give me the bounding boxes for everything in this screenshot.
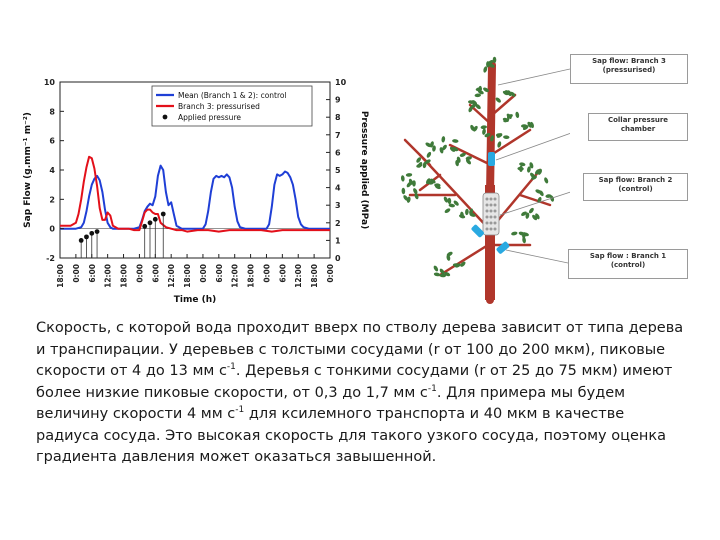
x-tick-label: 0:00 [326, 264, 335, 283]
y-tick-label: 4 [49, 166, 55, 175]
x-tick-label: 18:00 [310, 264, 320, 288]
caption-sup-1: -1 [226, 362, 236, 373]
chamber-dot [490, 210, 493, 213]
pressure-point [84, 234, 89, 239]
chamber-dot [486, 204, 489, 207]
leaf [493, 57, 497, 63]
y-right-tick-label: 8 [335, 113, 341, 123]
y-tick-label: 6 [49, 136, 55, 146]
chamber-dot [490, 228, 493, 231]
y-right-tick-label: 0 [335, 254, 341, 263]
leaf [528, 207, 535, 214]
leaf [511, 231, 518, 236]
pressure-point [142, 224, 147, 229]
x-tick-label: 6:00 [151, 264, 161, 283]
y-right-tick-label: 6 [335, 148, 341, 158]
y-right-tick-label: 5 [335, 166, 341, 175]
leaf [401, 175, 405, 182]
caption-part-1: Скорость, с которой вода проходит вверх по стволу дерева зависит от типа дерева и транспирации. У деревьев с толстыми сосудами (r от 100 до 200 мкм), пиковые скорости от 4 до 13 мм с [36, 320, 684, 379]
y-tick-label: 10 [43, 78, 55, 87]
y-tick-label: 2 [49, 195, 55, 205]
callout-leader [498, 69, 570, 85]
y-right-axis-title: Pressure applied (MPa) [359, 110, 369, 230]
leaf [412, 180, 416, 186]
chamber-dot [486, 222, 489, 225]
x-tick-label: 6:00 [87, 264, 97, 283]
chamber-dot [494, 198, 497, 201]
y-right-tick-label: 10 [335, 78, 347, 87]
leaf [482, 128, 487, 135]
x-tick-label: 0:00 [135, 264, 145, 283]
leaf [495, 97, 502, 104]
caption-text [36, 318, 686, 469]
x-tick-label: 12:00 [230, 264, 240, 288]
series-line-pressurised [60, 157, 330, 232]
leaf [412, 187, 418, 194]
caption-sup-2: -1 [427, 383, 437, 394]
chamber-dot [490, 204, 493, 207]
x-tick-label: 6:00 [278, 264, 288, 283]
chamber-dot [490, 222, 493, 225]
y-axis-title: Sap Flow (g.mm⁻¹ m⁻²) [23, 112, 33, 228]
pressure-point [153, 217, 158, 222]
chamber-dot [486, 210, 489, 213]
x-tick-label: 0:00 [262, 264, 272, 283]
leaf [522, 237, 527, 244]
x-tick-label: 18:00 [56, 264, 65, 288]
leaf [474, 93, 481, 97]
pressure-point [89, 231, 94, 236]
caption-part-4: для ксилемного транспорта и 40 мкм в качестве радиуса сосуда. Это высокая скорость для такого узкого сосуда, поэтому оценка градиента давления может оказаться завышенной. [36, 406, 666, 465]
tree-branch [440, 245, 488, 275]
chamber-dot [486, 198, 489, 201]
series-lines [60, 157, 330, 232]
x-tick-label: 6:00 [214, 264, 224, 283]
callout-leader [500, 188, 570, 215]
pressure-point [95, 229, 100, 234]
y-right-tick-label: 4 [335, 183, 341, 193]
leaf [543, 177, 549, 184]
callout-leader [506, 250, 568, 263]
legend [152, 86, 312, 126]
x-tick-label: 12:00 [294, 264, 304, 288]
y-tick-label: 0 [49, 224, 55, 234]
y-tick-label: -2 [46, 254, 55, 263]
y-right-tick-label: 7 [335, 130, 341, 140]
x-tick-label: 18:00 [246, 264, 256, 288]
tree-diagram [380, 45, 570, 305]
pressure-point [148, 220, 153, 225]
chamber-dot [490, 216, 493, 219]
legend-label: Applied pressure [178, 113, 241, 122]
pressure-markers [79, 212, 166, 258]
leaf [441, 136, 445, 143]
sensor-branch-3 [488, 152, 495, 166]
x-tick-label: 18:00 [183, 264, 193, 288]
x-tick-label: 0:00 [198, 264, 208, 283]
chamber-dot [494, 228, 497, 231]
tree-branch [420, 155, 490, 230]
label-branch-3: Sap flow: Branch 3 (pressurised) [570, 54, 688, 84]
y-tick-label: 8 [49, 107, 55, 117]
x-tick-label: 0:00 [71, 264, 81, 283]
chamber-dot [494, 222, 497, 225]
x-tick-label: 18:00 [119, 264, 129, 288]
pressure-point [161, 212, 166, 217]
chamber-dot [490, 198, 493, 201]
leaf [444, 207, 451, 214]
chamber-dot [486, 216, 489, 219]
leaf [452, 139, 459, 143]
x-tick-label: 12:00 [167, 264, 177, 288]
tree-branch [491, 130, 530, 155]
legend-label: Mean (Branch 1 & 2): control [178, 91, 287, 100]
sap-flow-chart [0, 60, 380, 310]
leaf [433, 265, 439, 272]
chamber-dot [486, 228, 489, 231]
leaf [480, 125, 487, 129]
leaf [521, 124, 527, 128]
caption-part-2: . Деревья с тонкими сосудами (r от 25 до 75 мкм) имеют более низкие пиковые скорости, от 0,3 до 1,7 мм с [36, 363, 673, 401]
label-branch-1: Sap flow : Branch 1 (control) [568, 249, 688, 279]
caption-sup-3: -1 [235, 405, 245, 416]
series-line-control [60, 166, 330, 229]
y-right-tick-label: 2 [335, 218, 341, 228]
leaf [401, 188, 405, 195]
legend-label: Branch 3: pressurised [178, 102, 260, 111]
leaf [517, 167, 524, 171]
x-tick-label: 12:00 [103, 264, 113, 288]
leaf [465, 209, 469, 216]
leaf [515, 111, 520, 118]
leaf [519, 162, 526, 167]
x-axis-title: Time (h) [173, 295, 217, 305]
legend-swatch-marker [163, 115, 168, 120]
sensor-branch-1 [496, 241, 510, 255]
leaf [426, 151, 432, 158]
label-collar-chamber: Collar pressure chamber [588, 113, 688, 141]
label-branch-2: Sap flow: Branch 2 (control) [583, 173, 688, 201]
y-right-tick-label: 1 [335, 236, 341, 246]
tree-leaves [401, 57, 555, 278]
leaf [497, 141, 502, 148]
caption-part-3: . Для примера мы будем величину скорости 4 мм с [36, 384, 626, 422]
chamber-dot [494, 216, 497, 219]
leaf [406, 173, 413, 177]
y-right-tick-label: 9 [335, 95, 341, 105]
chamber-dot [494, 204, 497, 207]
pressure-point [79, 238, 84, 243]
leaf [447, 198, 451, 205]
chamber-dot [494, 210, 497, 213]
leaf [503, 135, 510, 139]
y-right-tick-label: 3 [335, 201, 341, 211]
